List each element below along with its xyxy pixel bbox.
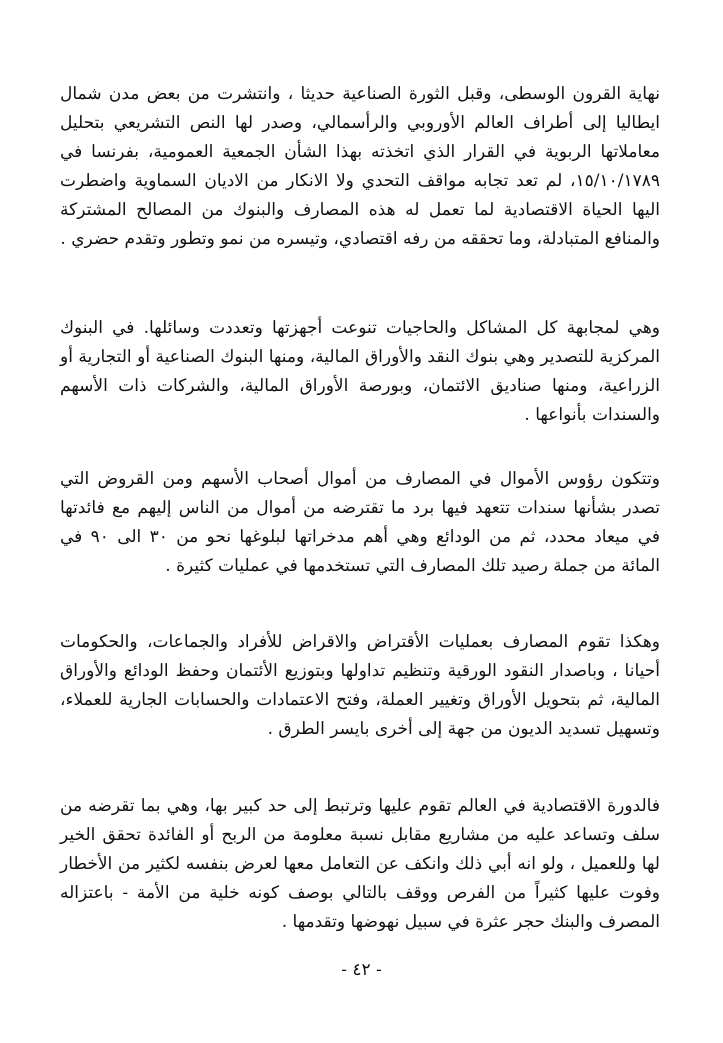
- paragraph-4: وهكذا تقوم المصارف بعمليات الأقتراض والاقراض للأفراد والجماعات، والحكومات أحيانا ، وباصدار النقود الورقية وتنظيم تداولها وبتوزيع الأئتمان وحفظ الودائع والأوراق المالية، ثم بتحويل الأوراق وتغيير العملة، وفتح الاعتمادات والحسابات الجارية للعملاء، وتسهيل تسديد الديون من جهة إلى أخرى بايسر الطرق .: [60, 632, 660, 739]
- paragraph-1: نهاية القرون الوسطى، وقبل الثورة الصناعية حديثا ، وانتشرت من بعض مدن شمال ايطاليا إلى أطراف العالم الأوروبي والرأسمالي، وصدر لها النص التشريعي بتحليل معاملاتها الربوية في القرار الذي اتخذته بهذا الشأن الجمعية العمومية، بفرنسا في ١٥/١٠/١٧٨٩، لم تعد تجابه مواقف التحدي ولا الانكار من الاديان السماوية واضطرت اليها الحياة الاقتصادية لما تعمل له هذه المصارف والبنوك من المصالح المشتركة والمنافع المتبادلة، وما تحققه من رفه اقتصادي، وتيسره من نمو وتطور وتقدم حضري .: [60, 84, 660, 249]
- paragraph-3: وتتكون رؤوس الأموال في المصارف من أموال أصحاب الأسهم ومن القروض التي تصدر بشأنها سندات تتعهد فيها برد ما تقترضه من أموال من الناس إليهم مع فائدتها في ميعاد محدد، ثم من الودائع وهي أهم مدخراتها لبلوغها نحو من ٣٠ الى ٩٠ في المائة من جملة رصيد تلك المصارف التي تستخدمها في عمليات كثيرة .: [60, 469, 660, 576]
- paragraph-5: فالدورة الاقتصادية في العالم تقوم عليها وترتبط إلى حد كبير بها، وهي بما تقرضه من سلف وتساعد عليه من مشاريع مقابل نسبة معلومة من الربح أو الفائدة تحقق الخير لها وللعميل ، ولو انه أبي ذلك وانكف عن التعامل معها لعرض بنفسه لكثير من الأخطار وفوت عليها كثيراً من الفرص ووقف بالتالي بوصف كونه خلية من الأمة - باعتزاله المصرف والبنك حجر عثرة في سبيل نهوضها وتقدمها .: [60, 796, 660, 932]
- paragraph-2: وهي لمجابهة كل المشاكل والحاجيات تنوعت أجهزتها وتعددت وسائلها. في البنوك المركزية للتصدير وهي بنوك النقد والأوراق المالية، ومنها البنوك الصناعية أو التجارية أو الزراعية، ومنها صناديق الائتمان، وبورصة الأوراق المالية، والشركات ذات الأسهم والسندات بأنواعها .: [60, 318, 660, 425]
- page-number: - ٤٢ -: [341, 960, 382, 980]
